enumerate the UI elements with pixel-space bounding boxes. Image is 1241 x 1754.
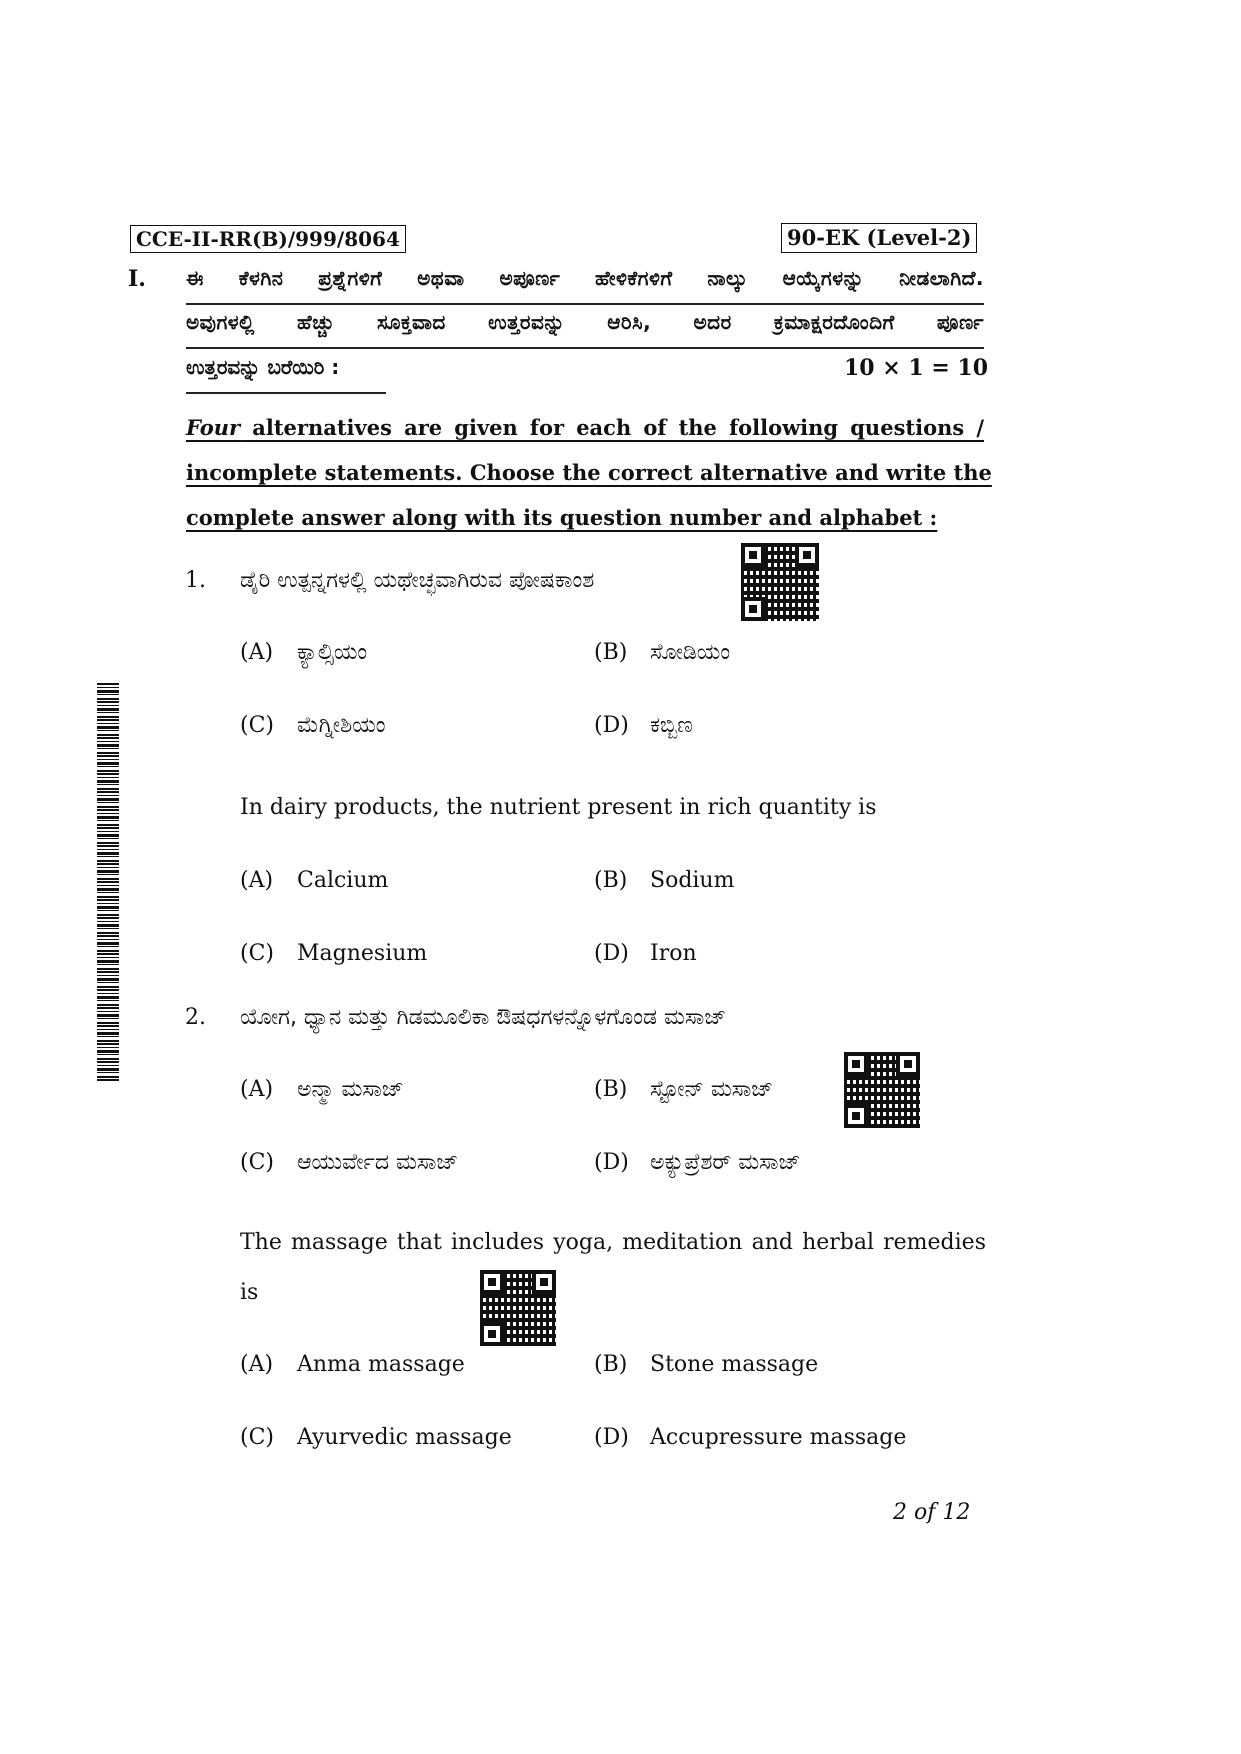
q2-en-option-c: Ayurvedic massage (297, 1425, 512, 1450)
underline (186, 392, 386, 394)
q2-en-option-d: Accupressure massage (650, 1425, 907, 1450)
q1-kn-option-d: ಕಬ್ಬಿಣ (650, 713, 693, 738)
question-2-en-text-line-1: The massage that includes yoga, meditation and herbal remedies (240, 1230, 986, 1255)
q2-kn-option-d: ಅಕ್ಯುಪ್ರೆಶರ್ ಮಸಾಜ್ (650, 1150, 801, 1175)
en-instruction-line-3: complete answer along with its question number and alphabet : (186, 505, 938, 530)
paper-code: CCE-II-RR(B)/999/8064 (130, 225, 406, 253)
q1-en-option-b-letter: (B) (594, 868, 628, 893)
barcode (97, 683, 119, 1083)
qr-code-3 (480, 1270, 556, 1346)
q2-kn-option-a: ಅನ್ಮಾ ಮಸಾಜ್ (297, 1077, 404, 1102)
underline (186, 347, 984, 349)
q2-kn-option-c: ಆಯುರ್ವೇದ ಮಸಾಜ್ (297, 1150, 459, 1175)
kn-instruction-line-1: ಈ ಕೆಳಗಿನ ಪ್ರಶ್ನೆಗಳಿಗೆ ಅಥವಾ ಅಪೂರ್ಣ ಹೇಳಿಕೆಗಳಿಗೆ ನಾಲ್ಕು ಆಯ್ಕೆಗಳನ್ನು ನೀಡಲಾಗಿದೆ. (186, 266, 984, 290)
q2-en-option-d-letter: (D) (594, 1425, 629, 1450)
question-2-number: 2. (185, 1005, 206, 1030)
qr-code-2 (844, 1052, 920, 1128)
kn-instruction-line-3: ಉತ್ತರವನ್ನು ಬರೆಯಿರಿ : (186, 355, 340, 379)
q1-en-option-a-letter: (A) (240, 868, 274, 893)
q2-en-option-b: Stone massage (650, 1352, 819, 1377)
q1-en-option-c-letter: (C) (240, 941, 274, 966)
q1-en-option-d-letter: (D) (594, 941, 629, 966)
q1-kn-option-c: ಮೆಗ್ನೀಶಿಯಂ (297, 713, 386, 738)
q1-en-option-c: Magnesium (297, 941, 428, 966)
q1-en-option-a: Calcium (297, 868, 389, 893)
paper-level: 90-EK (Level-2) (781, 223, 977, 253)
en-instruction-line-1 (186, 415, 984, 440)
underline (186, 303, 984, 305)
q2-en-option-a-letter: (A) (240, 1352, 274, 1377)
q2-kn-option-b: ಸ್ಟೋನ್ ಮಸಾಜ್ (650, 1077, 774, 1102)
kn-instruction-line-2: ಅವುಗಳಲ್ಲಿ ಹೆಚ್ಚು ಸೂಕ್ತವಾದ ಉತ್ತರವನ್ನು ಆರಿಸಿ, ಅದರ ಕ್ರಮಾಕ್ಷರದೊಂದಿಗೆ ಪೂರ್ಣ (186, 310, 984, 334)
marks: 10 × 1 = 10 (844, 355, 989, 381)
q1-kn-option-d-letter: (D) (594, 713, 629, 738)
q2-en-option-a: Anma massage (297, 1352, 465, 1377)
q2-kn-option-d-letter: (D) (594, 1150, 629, 1175)
q2-kn-option-a-letter: (A) (240, 1077, 274, 1102)
q1-kn-option-b: ಸೋಡಿಯಂ (650, 640, 731, 665)
question-2-kn-text: ಯೋಗ, ಧ್ಯಾನ ಮತ್ತು ಗಿಡಮೂಲಿಕಾ ಔಷಧಗಳನ್ನೊಳಗೊಂಡ ಮಸಾಜ್ (240, 1005, 727, 1030)
question-2-en-text-line-2: is (240, 1280, 259, 1305)
question-1-en-text: In dairy products, the nutrient present in rich quantity is (240, 795, 877, 820)
q1-en-option-b: Sodium (650, 868, 735, 893)
q1-kn-option-a-letter: (A) (240, 640, 274, 665)
en-instruction-rest: alternatives are given for each of the following questions / (240, 415, 984, 440)
q1-kn-option-c-letter: (C) (240, 713, 274, 738)
q1-kn-option-a: ಕ್ಯಾಲ್ಸಿಯಂ (297, 640, 368, 665)
q1-kn-option-b-letter: (B) (594, 640, 628, 665)
qr-code-1 (741, 543, 819, 621)
q1-en-option-d: Iron (650, 941, 697, 966)
question-1-kn-text: ಡೈರಿ ಉತ್ಪನ್ನಗಳಲ್ಲಿ ಯಥೇಚ್ಛವಾಗಿರುವ ಪೋಷಕಾಂಶ (240, 568, 595, 593)
page-number: 2 of 12 (893, 1500, 971, 1525)
q2-en-option-b-letter: (B) (594, 1352, 628, 1377)
q2-kn-option-c-letter: (C) (240, 1150, 274, 1175)
q2-kn-option-b-letter: (B) (594, 1077, 628, 1102)
q2-en-option-c-letter: (C) (240, 1425, 274, 1450)
en-instruction-italic: Four (186, 415, 241, 440)
section-number: I. (128, 266, 146, 292)
en-instruction-line-2: incomplete statements. Choose the correct alternative and write the (186, 460, 992, 485)
question-1-number: 1. (185, 568, 206, 593)
